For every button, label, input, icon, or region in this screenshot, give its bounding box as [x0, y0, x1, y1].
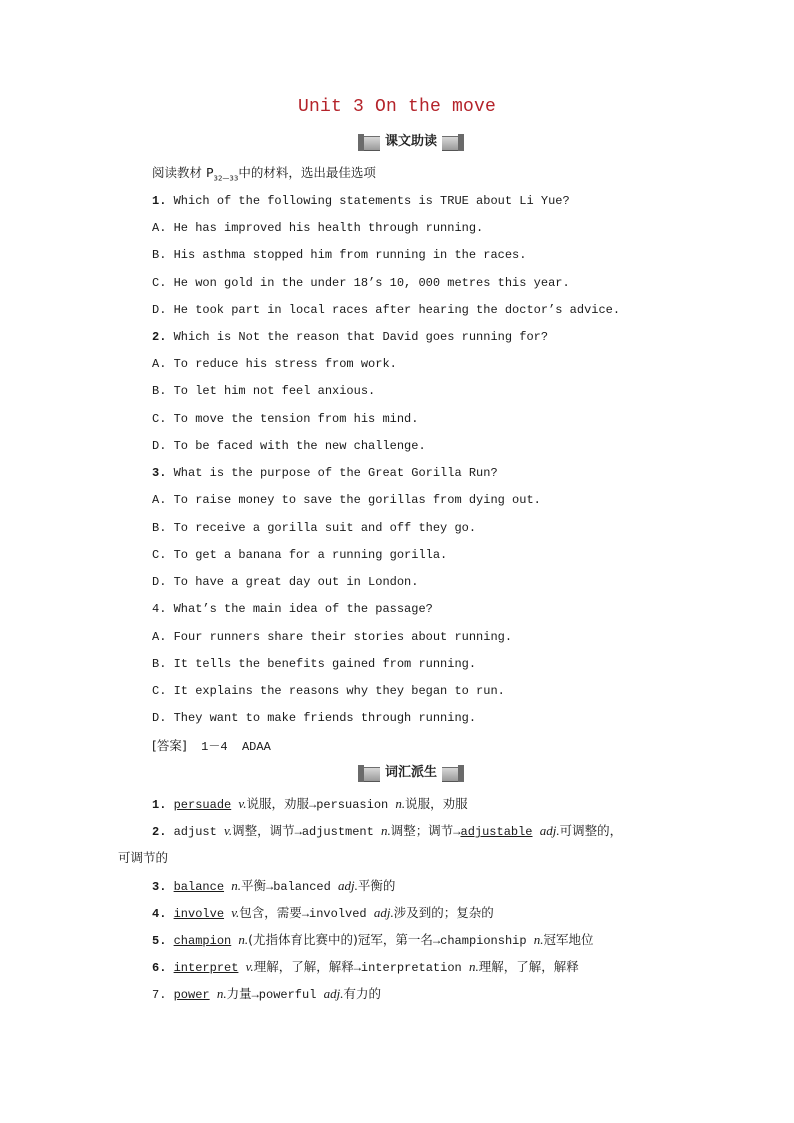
vocab-item-5: 5. champion n.(尤指体育比赛中的)冠军，第一名→championship n.冠军地位: [152, 932, 594, 948]
question-2-option-b: B. To let him not feel anxious.: [152, 384, 376, 398]
page-title: Unit 3 On the move: [297, 97, 497, 117]
question-4-option-a: A. Four runners share their stories about running.: [152, 630, 513, 644]
question-4-option-c: C. It explains the reasons why they began to run.: [152, 684, 505, 698]
vocab-item-3: 3. balance n.平衡→balanced adj.平衡的: [152, 878, 396, 894]
question-4-stem: 4. What’s the main idea of the passage?: [152, 602, 433, 616]
question-1-option-b: B. His asthma stopped him from running in the races.: [152, 248, 527, 262]
section-banner-reading: [358, 132, 464, 152]
question-3-option-c: C. To get a banana for a running gorilla.: [152, 548, 448, 562]
question-4-option-d: D. They want to make friends through running.: [152, 711, 477, 725]
vocab-item-4: 4. involve v.包含，需要→involved adj.涉及到的；复杂的: [152, 905, 494, 921]
question-4-option-b: B. It tells the benefits gained from running.: [152, 657, 477, 671]
reading-instruction: 阅读教材 $P_{32—33}$中的材料，选出最佳选项: [152, 165, 376, 183]
vocab-item-1: 1. persuade v.说服，劝服→persuasion n.说服，劝服: [152, 796, 468, 812]
question-2-option-c: C. To move the tension from his mind.: [152, 412, 419, 426]
section-heading-reading: 课文助读: [380, 133, 442, 151]
question-1-option-c: C. He won gold in the under 18’s 10, 000 metres this year.: [152, 276, 570, 290]
vocab-item-2: 2. adjust v.调整，调节→adjustment n.调整；调节→adjustable adj.可调整的，: [152, 823, 623, 839]
question-2-option-a: A. To reduce his stress from work.: [152, 357, 397, 371]
question-3-option-a: A. To raise money to save the gorillas from dying out.: [152, 493, 541, 507]
answer-line: [答案] 1－4 ADAA: [152, 738, 271, 754]
question-1-option-d: D. He took part in local races after hearing the doctor’s advice.: [152, 303, 621, 317]
question-3-stem: 3. What is the purpose of the Great Gorilla Run?: [152, 466, 498, 480]
vocab-item-2-continuation: 可调节的: [118, 850, 169, 865]
question-2-option-d: D. To be faced with the new challenge.: [152, 439, 426, 453]
question-1-option-a: A. He has improved his health through running.: [152, 221, 484, 235]
question-1-stem: 1. Which of the following statements is TRUE about Li Yue?: [152, 194, 570, 208]
vocab-item-7: 7. power n.力量→powerful adj.有力的: [152, 986, 381, 1002]
section-heading-vocab: 词汇派生: [380, 764, 442, 782]
question-3-option-b: B. To receive a gorilla suit and off they go.: [152, 521, 477, 535]
question-3-option-d: D. To have a great day out in London.: [152, 575, 419, 589]
question-2-stem: 2. Which is Not the reason that David goes running for?: [152, 330, 549, 344]
section-banner-vocab: [358, 763, 464, 783]
vocab-item-6: 6. interpret v.理解，了解，解释→interpretation n.理解，了解，解释: [152, 959, 579, 975]
